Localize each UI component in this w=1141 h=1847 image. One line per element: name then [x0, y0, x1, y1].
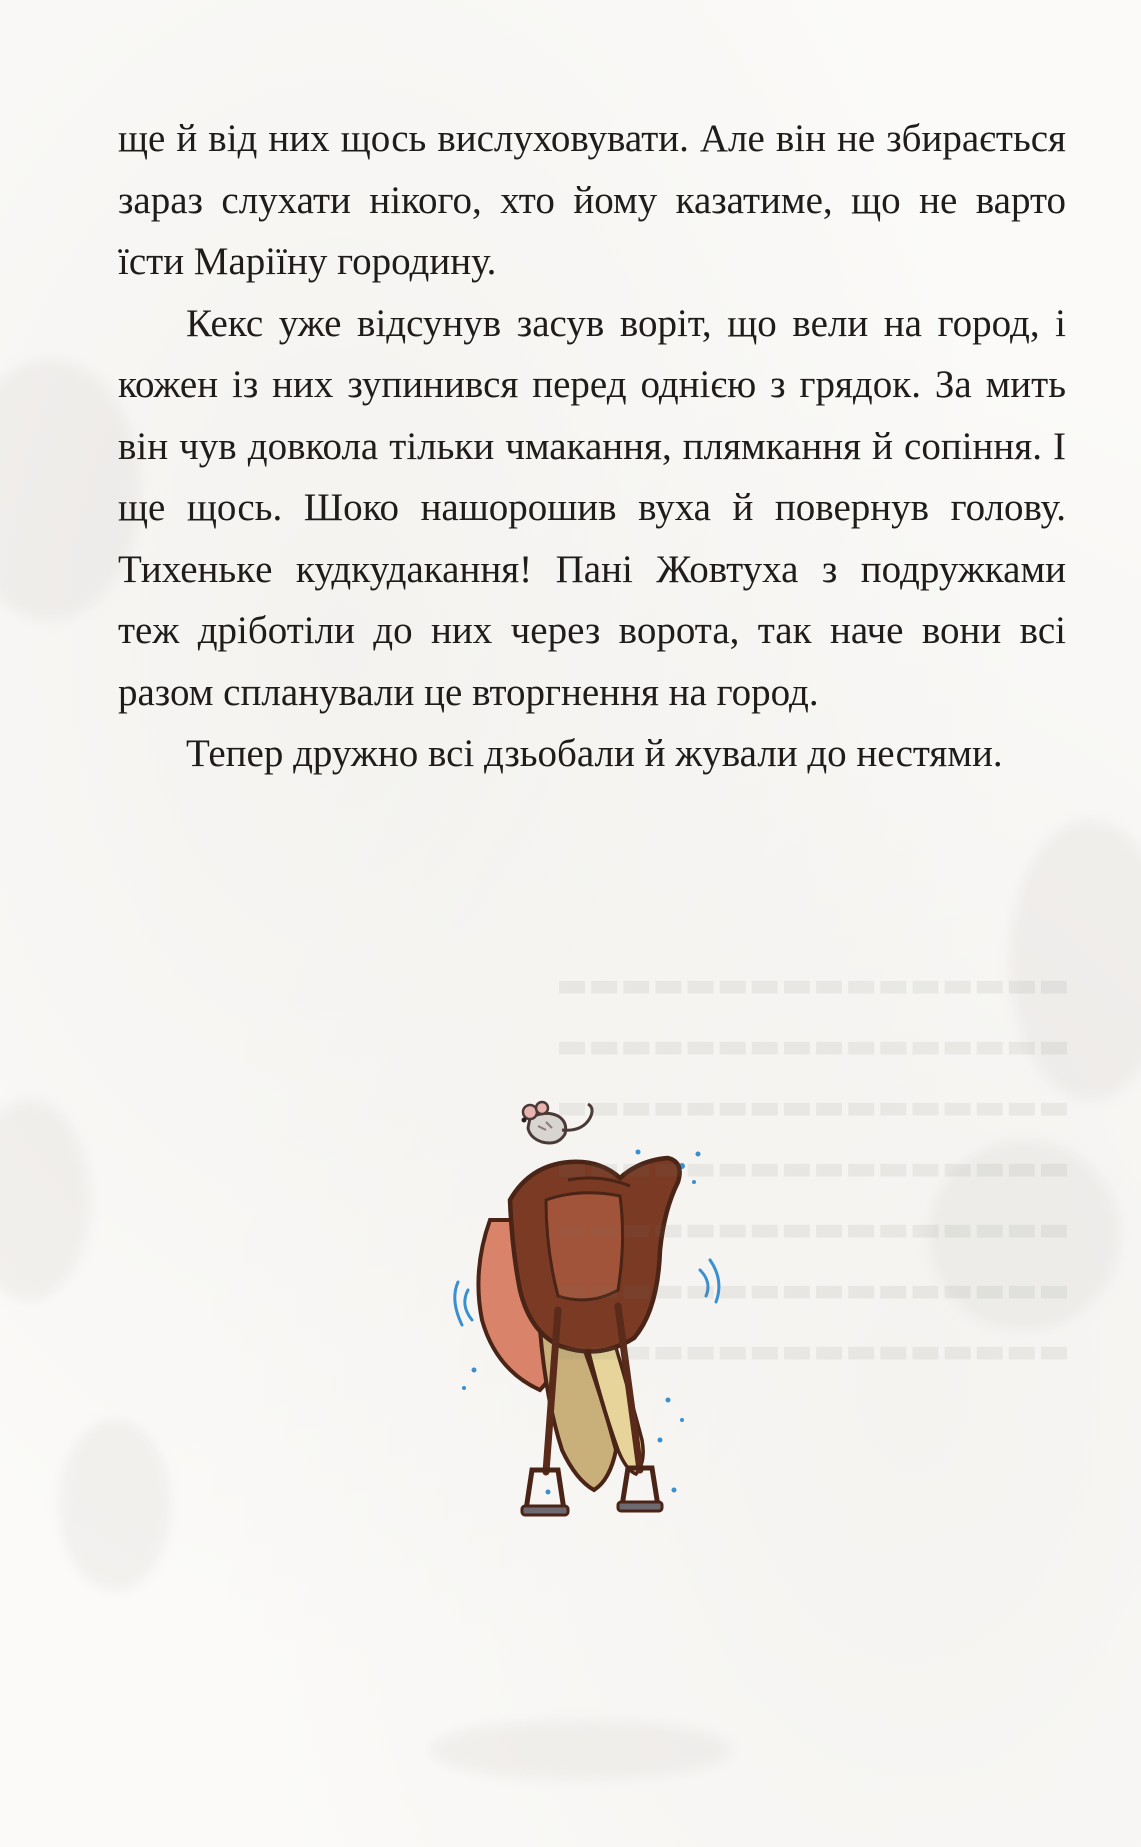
stirrup-left	[522, 1470, 568, 1515]
bleed-through-shape	[930, 1140, 1120, 1330]
bleed-through-shape	[1010, 820, 1141, 1100]
bleed-through-shape	[60, 1420, 170, 1590]
saddle-seat-highlight	[546, 1193, 623, 1300]
paragraph-3: Тепер дружно всі дзьобали й жували до нестями.	[186, 732, 1003, 775]
mouse-figure	[522, 1102, 593, 1143]
bleed-through-text: ▬▬▬▬▬▬▬▬▬▬▬▬▬▬▬▬ ▬▬▬▬▬▬▬▬▬▬▬▬▬▬▬▬ ▬▬▬▬▬▬▬▬▬▬▬▬▬▬▬▬ ▬▬▬▬▬▬▬▬▬▬▬▬▬▬▬▬ ▬▬▬▬▬▬▬▬▬▬▬▬▬▬▬▬ ▬▬▬▬▬▬▬▬▬▬▬▬▬▬▬▬ ▬▬▬▬▬▬▬▬▬▬▬▬▬▬▬▬	[556, 965, 1070, 1371]
bleed-through-shape	[0, 1100, 90, 1300]
body-text	[118, 108, 1066, 785]
bleed-through-shape	[430, 1720, 730, 1780]
saddle-illustration	[450, 1070, 750, 1530]
paragraph-2: Кекс уже відсунув засув воріт, що вели на город, і кожен із них зупинився перед однією з грядок. За мить він чув довкола тільки чмакання, плямкання й сопіння. І ще щось. Шоко нашорошив вуха й повернув голову. Тихенькe кудкудакання! Пані Жовтуха з подружками теж дріботіли до них через ворота, так наче вони всі разом спланували це вторгнення на город.	[118, 301, 1066, 714]
stirrup-right	[618, 1468, 662, 1511]
paragraph-1: ще й від них щось вислуховувати. Але він не збирається зараз слухати нікого, хто йому казатиме, що не варто їсти Маріїну городину.	[118, 117, 1066, 283]
